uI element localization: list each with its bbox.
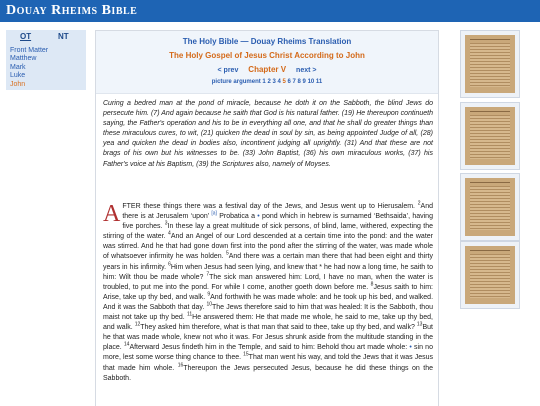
verse-number: 2 [417, 200, 421, 207]
book-list [10, 47, 48, 89]
site-title[interactable]: Douay Rheims Bible [6, 3, 138, 18]
bible-title: The Holy Bible — Douay Rheims Translation [182, 37, 352, 46]
chapter-summary: Curing a bedred man at the pond of miracle, because he doth it on the Sabboth, the blind Jews do persecute him. (7) And again because he saith that God is his natural father. (19) He thereupon continueth saying, the Father's operation and his to be in everything all one, and that he shall do greater things than these miraculous cures, to wit, (21) quicken the dead in soul by sin, as being appointed Judge of all, (28) yea and quicken the dead in bodies also, incontinent judging all uprightly. (31) And that these are not brags of his own but his witnesses to be. (33) John Baptist, (36) his own miraculous works, (37) his Father's voice at his Baptism, (39) the Scriptures also, namely of Moyses. [103, 100, 433, 168]
verse-text: And there was a certain man there that had been eight and thirty years in his infirmity. [103, 253, 433, 271]
verse-text: Probatica a [219, 213, 255, 221]
annotation-bullet-icon[interactable]: • [257, 213, 260, 221]
verse-text: pond which in hebrew is surnamed ‘Bethsaida’, having five porches. [122, 213, 433, 231]
verse-number: 9 [207, 291, 211, 298]
manuscript-page-image [465, 246, 515, 304]
picture-argument-link[interactable]: 3 [272, 79, 276, 85]
verse-number: 8 [370, 281, 374, 288]
manuscript-thumbnail[interactable] [460, 173, 520, 241]
verse-text: They asked him therefore, what is that man that said to thee, take up thy bed, and walk? [140, 324, 415, 332]
picture-argument-link[interactable]: 6 [287, 79, 291, 85]
sidebar [6, 30, 86, 90]
chapter-heading: Chapter V [248, 65, 287, 74]
verse-number: 12 [134, 321, 141, 328]
picture-argument-nav [96, 79, 438, 85]
verse-number: 4 [168, 230, 171, 237]
drop-cap: A [103, 201, 121, 227]
manuscript-thumbnail[interactable] [460, 30, 520, 98]
verse-text: He answered them: He that made me whole, he said to me, take up thy bed, and walk. [103, 314, 433, 332]
picture-argument-label[interactable]: picture argument [211, 79, 261, 85]
chapter-text [103, 202, 433, 384]
verse-text: In these lay a great multitude of sick persons, of blind, lame, withered, expecting the stirring of the water. [103, 223, 434, 241]
tab-nt[interactable]: NT [58, 32, 69, 41]
verse-text: But he that was made whole, knew not who it was. For Jesus shrunk aside from the multitude standing in the place. [103, 324, 433, 352]
verse-text: The sick man answered him: Lord, I have no man, when the water is troubled, to put me into the pond. For while I come, another goeth down before me. [103, 273, 433, 291]
verse-number: 5 [225, 251, 229, 258]
verse-text: And an Angel of our Lord descended at a certain time into the pond: and the water was stirred. And he that had gone down first into the pond after the stirring of the water, was made whole of whatsoever infirmity he was holden. [103, 233, 433, 261]
verse-text: That man went his way, and told the Jews that it was Jesus that made him whole. [103, 354, 433, 372]
footnote-link[interactable]: [a] [211, 210, 217, 217]
picture-argument-link[interactable]: 7 [292, 79, 296, 85]
verse-number: 16 [177, 362, 184, 369]
verse-text: And there is at Jerusalem ‘upon’ [122, 203, 434, 221]
picture-argument-link[interactable]: 11 [315, 79, 323, 85]
verse-number: 15 [243, 352, 249, 359]
picture-argument-link[interactable]: 2 [267, 79, 271, 85]
verse-number: 6 [168, 261, 171, 268]
manuscript-thumbnail[interactable] [460, 102, 520, 170]
verse-text: Afterward Jesus findeth him in the Temple, and said to him: Behold thou art made whole: [129, 344, 408, 352]
verse-text: The Jews therefore said to him that was healed: It is the Sabboth, thou maist not take up thy bed. [103, 303, 433, 322]
chapter-header [96, 31, 438, 94]
book-link-matthew[interactable]: Matthew [10, 55, 37, 63]
verse-text: Thereupon the Jews persecuted Jesus, because he did these things on the Sabboth. [103, 364, 433, 382]
verse-number: 13 [416, 321, 423, 328]
picture-argument-current[interactable]: 5 [282, 79, 286, 85]
picture-argument-numbers [262, 79, 322, 85]
prev-chapter-link[interactable]: < prev [217, 67, 239, 74]
verse-number: 11 [186, 311, 193, 318]
tab-ot[interactable]: OT [20, 32, 32, 41]
picture-argument-link[interactable]: 1 [262, 79, 266, 85]
verse-text: Him when Jesus had seen lying, and knew that * he had now a long time, he saith to him: Wilt thou be made whole? [103, 263, 433, 281]
manuscript-thumbnail[interactable] [460, 241, 520, 309]
testament-tabs [6, 30, 86, 44]
chapter-nav [96, 65, 438, 74]
verse-text: And forthwith he was made whole: and he took up his bed, and walked. And it was the Sabboth that day. [103, 293, 434, 311]
book-link-front-matter[interactable]: Front Matter [10, 47, 49, 54]
book-title: The Holy Gospel of Jesus Christ According to John [169, 51, 365, 60]
verse-number: 10 [206, 301, 213, 308]
verse-text: Jesus saith to him: Arise, take up thy bed, and walk. [103, 283, 433, 301]
picture-argument-link[interactable]: 10 [307, 79, 315, 85]
top-bar [0, 0, 540, 22]
manuscript-page-image [465, 107, 515, 165]
book-link-luke[interactable]: Luke [10, 72, 26, 80]
verse-number: 3 [164, 220, 168, 227]
picture-argument-link[interactable]: 4 [277, 79, 281, 85]
book-link-mark[interactable]: Mark [10, 63, 26, 71]
verse-number: 14 [123, 341, 130, 348]
picture-argument-link[interactable]: 8 [297, 79, 301, 85]
manuscript-page-image [465, 178, 515, 236]
verse-text: FTER these things there was a festival day of the Jews, and Jesus went up to Hierusalem. [122, 203, 415, 210]
annotation-bullet-icon[interactable]: • [409, 344, 412, 352]
verse-text: sin no more, lest some worse thing chance to thee. [103, 344, 433, 362]
manuscript-page-image [465, 35, 515, 93]
next-chapter-link[interactable]: next > [296, 67, 317, 74]
chapter-panel [95, 30, 439, 406]
verse-number: 7 [206, 271, 210, 278]
book-link-john[interactable]: John [10, 80, 26, 88]
picture-argument-link[interactable]: 9 [302, 79, 306, 85]
